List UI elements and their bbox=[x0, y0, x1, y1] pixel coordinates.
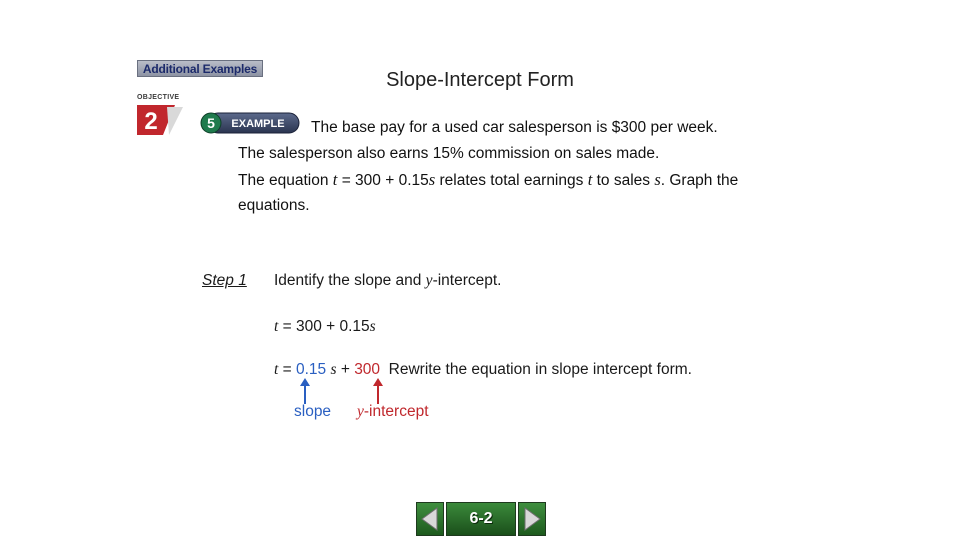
problem-line-2: The salesperson also earns 15% commission on sales made. bbox=[238, 145, 660, 162]
slope-value: 0.15 bbox=[295, 361, 327, 378]
y-intercept-label: y-intercept bbox=[357, 403, 429, 420]
pointer-arrows bbox=[290, 378, 400, 406]
step-label: Step 1 bbox=[202, 272, 247, 289]
example-label: EXAMPLE bbox=[231, 118, 285, 130]
objective-label: OBJECTIVE bbox=[137, 94, 180, 101]
triangle-right-icon bbox=[519, 503, 545, 535]
example-badge bbox=[200, 112, 300, 134]
rewrite-note: Rewrite the equation in slope intercept form. bbox=[380, 361, 692, 378]
additional-examples-badge bbox=[137, 60, 263, 77]
previous-button[interactable] bbox=[416, 502, 444, 536]
triangle-left-icon bbox=[417, 503, 443, 535]
objective-number: 2 bbox=[144, 108, 158, 135]
problem-line-1: The base pay for a used car salesperson is $300 per week. bbox=[311, 119, 718, 136]
page-title: Slope-Intercept Form bbox=[386, 69, 574, 91]
problem-line-4: equations. bbox=[238, 197, 310, 214]
additional-examples-label: Additional Examples bbox=[142, 61, 258, 76]
example-number: 5 bbox=[207, 115, 215, 131]
next-button[interactable] bbox=[518, 502, 546, 536]
slope-label: slope bbox=[294, 403, 332, 420]
problem-line-3: The equation t = 300 + 0.15s relates total earnings t to sales s. Graph the bbox=[238, 170, 739, 189]
equation-original: t = 300 + 0.15s bbox=[274, 318, 376, 335]
intercept-value: 300 bbox=[354, 361, 381, 378]
step-instruction: Identify the slope and y-intercept. bbox=[274, 272, 502, 289]
lesson-navigation bbox=[416, 502, 548, 536]
objective-shape-icon bbox=[137, 103, 185, 137]
equation-slope-intercept: t = 0.15 s + 300 Rewrite the equation in slope intercept form. bbox=[274, 361, 692, 378]
lesson-number-button[interactable] bbox=[446, 502, 516, 536]
lesson-number: 6-2 bbox=[469, 510, 493, 527]
objective-marker bbox=[137, 94, 187, 138]
